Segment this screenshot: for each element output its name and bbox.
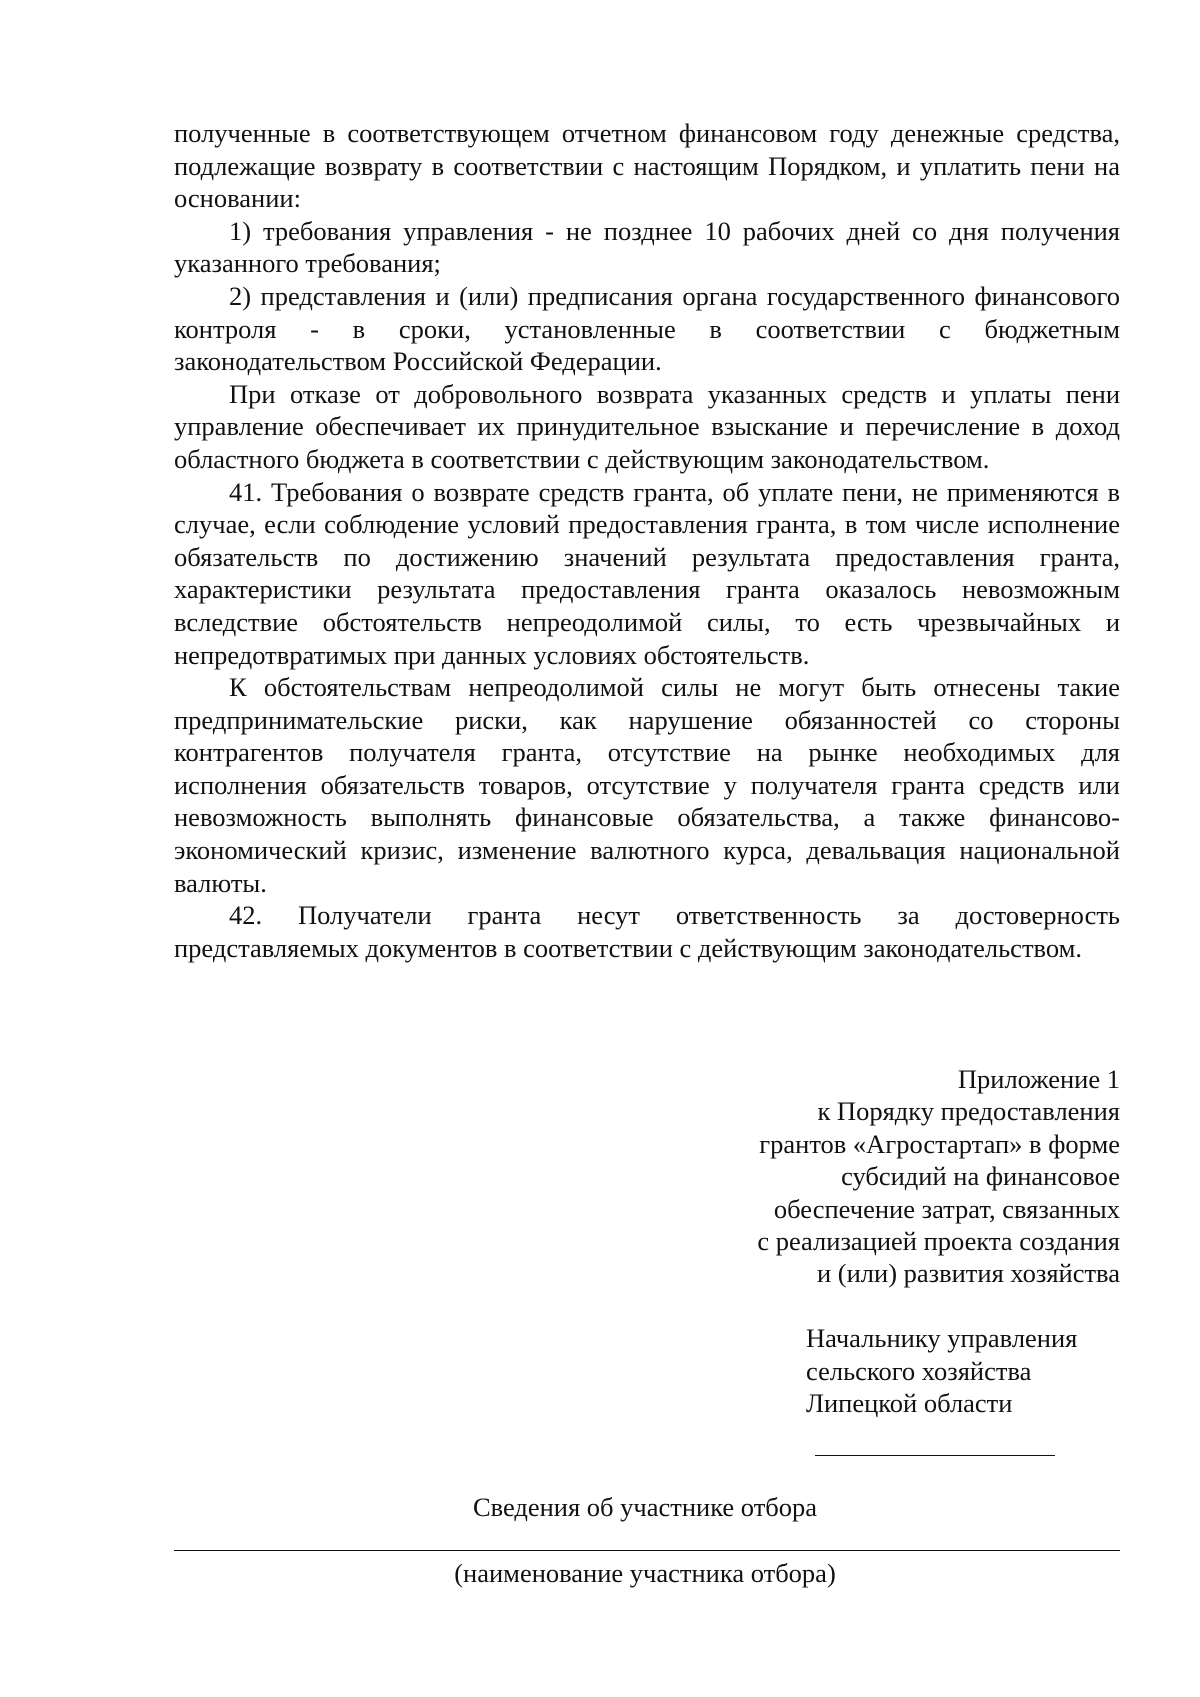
addressee-line: сельского хозяйства bbox=[806, 1355, 1032, 1386]
document-body bbox=[174, 117, 1120, 964]
appendix-header bbox=[757, 1063, 1120, 1290]
paragraph-continuation: полученные в соответствующем отчетном финансовом году денежные средства, подлежащие возврату в соответствии с настоящим Порядком, и уплатить пени на основании: bbox=[174, 118, 1120, 214]
appendix-line: с реализацией проекта создания bbox=[757, 1226, 1120, 1257]
paragraph-42: 42. Получатели гранта несут ответственность за достоверность представляемых документов в соответствии с действующим законодательством. bbox=[174, 900, 1120, 963]
participant-name-blank-line bbox=[174, 1550, 1120, 1551]
addressee-line: Липецкой области bbox=[806, 1388, 1013, 1419]
participant-name-caption: (наименование участника отбора) bbox=[454, 1558, 836, 1588]
body-text bbox=[174, 117, 1120, 964]
paragraph-force-majeure: К обстоятельствам непреодолимой силы не могут быть отнесены такие предпринимательские риски, как нарушение обязанностей со стороны контрагентов получателя гранта, отсутствие на рынке необходимых для исполнения обязательств товаров, отсутствие у получателя гранта средств или невозможность выполнять финансовые обязательства, а также финансово-экономический кризис, изменение валютного курса, девальвация национальной валюты. bbox=[174, 672, 1120, 898]
form-title: Сведения об участнике отбора bbox=[472, 1492, 818, 1522]
appendix-line: обеспечение затрат, связанных bbox=[773, 1193, 1120, 1224]
appendix-line: субсидий на финансовое bbox=[841, 1161, 1120, 1192]
paragraph-refusal: При отказе от добровольного возврата указанных средств и уплаты пени управление обеспечивает их принудительное взыскание и перечисление в доход областного бюджета в соответствии с действующим законодательством. bbox=[174, 378, 1120, 474]
signature-blank-line bbox=[815, 1455, 1055, 1456]
addressee-line: Начальнику управления bbox=[806, 1323, 1078, 1353]
appendix-line: Приложение 1 bbox=[957, 1064, 1120, 1094]
appendix-line: и (или) развития хозяйства bbox=[816, 1258, 1120, 1289]
appendix-line: грантов «Агростартап» в форме bbox=[759, 1128, 1120, 1159]
addressee-block bbox=[806, 1322, 1077, 1420]
appendix-line: к Порядку предоставления bbox=[817, 1096, 1120, 1127]
paragraph-item-1: 1) требования управления - не позднее 10 рабочих дней со дня получения указанного требования; bbox=[174, 215, 1120, 279]
paragraph-item-2: 2) представления и (или) предписания органа государственного финансового контроля - в сроки, установленные в соответствии с бюджетным законодательством Российской Федерации. bbox=[174, 280, 1120, 377]
paragraph-41: 41. Требования о возврате средств гранта, об уплате пени, не применяются в случае, если соблюдение условий предоставления гранта, в том числе исполнение обязательств по достижению значений результата предоставления гранта, характеристики результата предоставления гранта оказалось невозможным вследствие обстоятельств непреодолимой силы, то есть чрезвычайных и непредотвратимых при данных условиях обстоятельств. bbox=[174, 476, 1120, 670]
